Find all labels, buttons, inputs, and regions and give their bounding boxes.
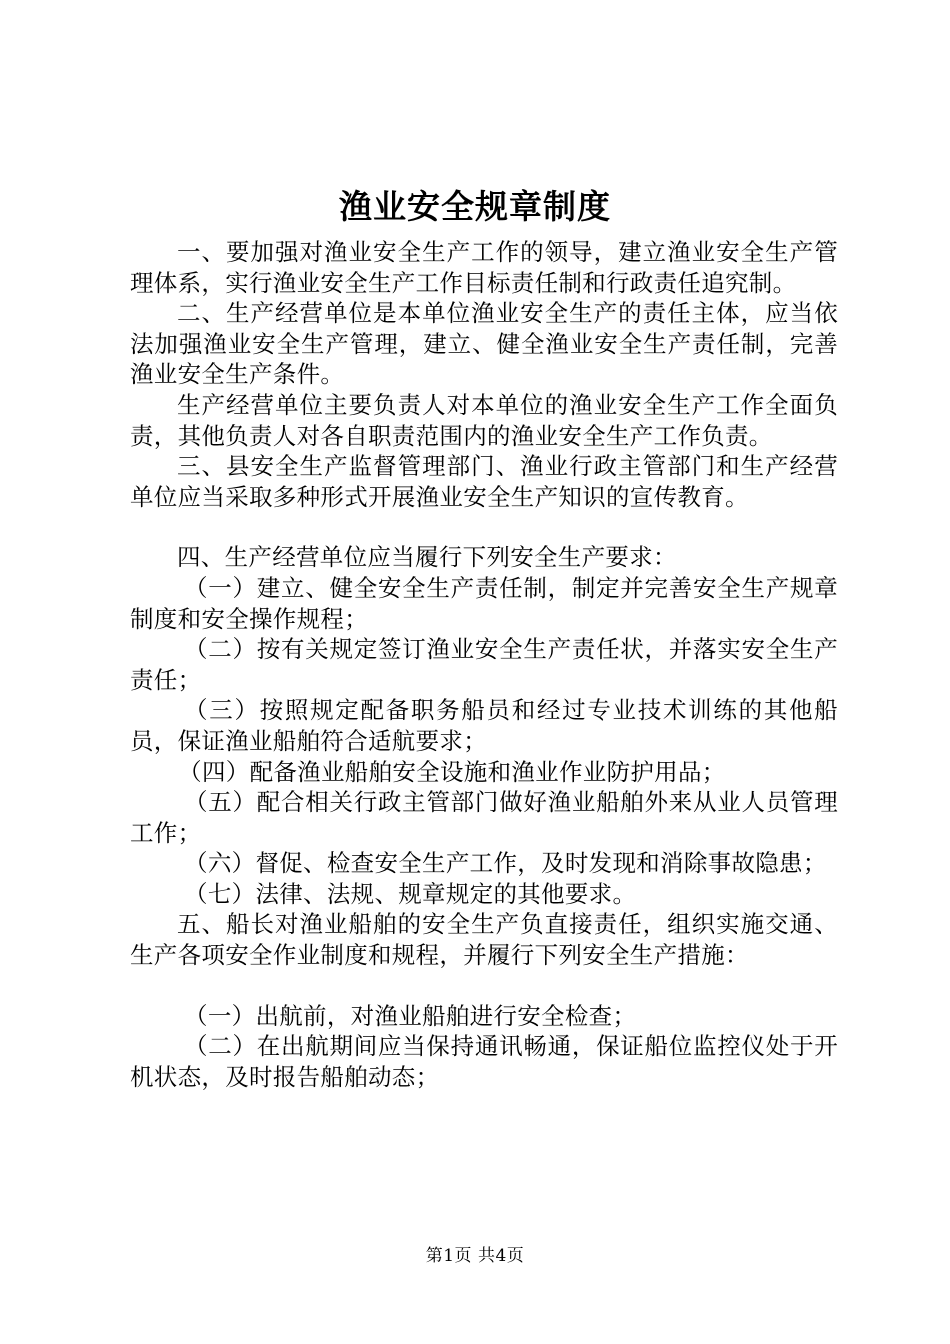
paragraph-6: 五、船长对渔业船舶的安全生产负直接责任，组织实施交通、生产各项安全作业制度和规程，并履行下列安全生产措施： xyxy=(130,910,838,970)
list-item-2: （二）按有关规定签订渔业安全生产责任状，并落实安全生产责任； xyxy=(130,635,838,694)
list-item-4: （四）配备渔业船舶安全设施和渔业作业防护用品； xyxy=(178,757,726,786)
paragraph-5: 四、生产经营单位应当履行下列安全生产要求： xyxy=(177,543,677,572)
paragraph-gap xyxy=(130,512,838,542)
paragraph-2: 二、生产经营单位是本单位渔业安全生产的责任主体，应当依法加强渔业安全生产管理，建立、健全渔业安全生产责任制，完善渔业安全生产条件。 xyxy=(130,299,838,389)
document-body xyxy=(130,237,838,1092)
paragraph-3: 生产经营单位主要负责人对本单位的渔业安全生产工作全面负责，其他负责人对各自职责范围内的渔业安全生产工作负责。 xyxy=(130,390,838,450)
measure-item-1: （一）出航前，对渔业船舶进行安全检查； xyxy=(184,1001,637,1030)
measure-item-2: （二）在出航期间应当保持通讯畅通，保证船位监控仪处于开机状态，及时报告船舶动态； xyxy=(130,1032,838,1091)
list-item-6: （六）督促、检查安全生产工作，及时发现和消除事故隐患； xyxy=(184,849,827,878)
list-item-3: （三）按照规定配备职务船员和经过专业技术训练的其他船员，保证渔业船舶符合适航要求； xyxy=(130,696,838,755)
paragraph-gap xyxy=(130,971,838,1001)
list-item-1: （一）建立、健全安全生产责任制，制定并完善安全生产规章制度和安全操作规程； xyxy=(130,573,838,633)
document-title: 渔业安全规章制度 xyxy=(339,187,611,226)
page-number-footer: 第1页 共4页 xyxy=(425,1246,525,1266)
paragraph-1: 一、要加强对渔业安全生产工作的领导，建立渔业安全生产管理体系，实行渔业安全生产工作目标责任制和行政责任追究制。 xyxy=(130,238,838,297)
list-item-7: （七）法律、法规、规章规定的其他要求。 xyxy=(184,879,637,908)
paragraph-4: 三、县安全生产监督管理部门、渔业行政主管部门和生产经营单位应当采取多种形式开展渔业安全生产知识的宣传教育。 xyxy=(130,452,838,511)
list-item-5: （五）配合相关行政主管部门做好渔业船舶外来从业人员管理工作； xyxy=(130,788,838,847)
